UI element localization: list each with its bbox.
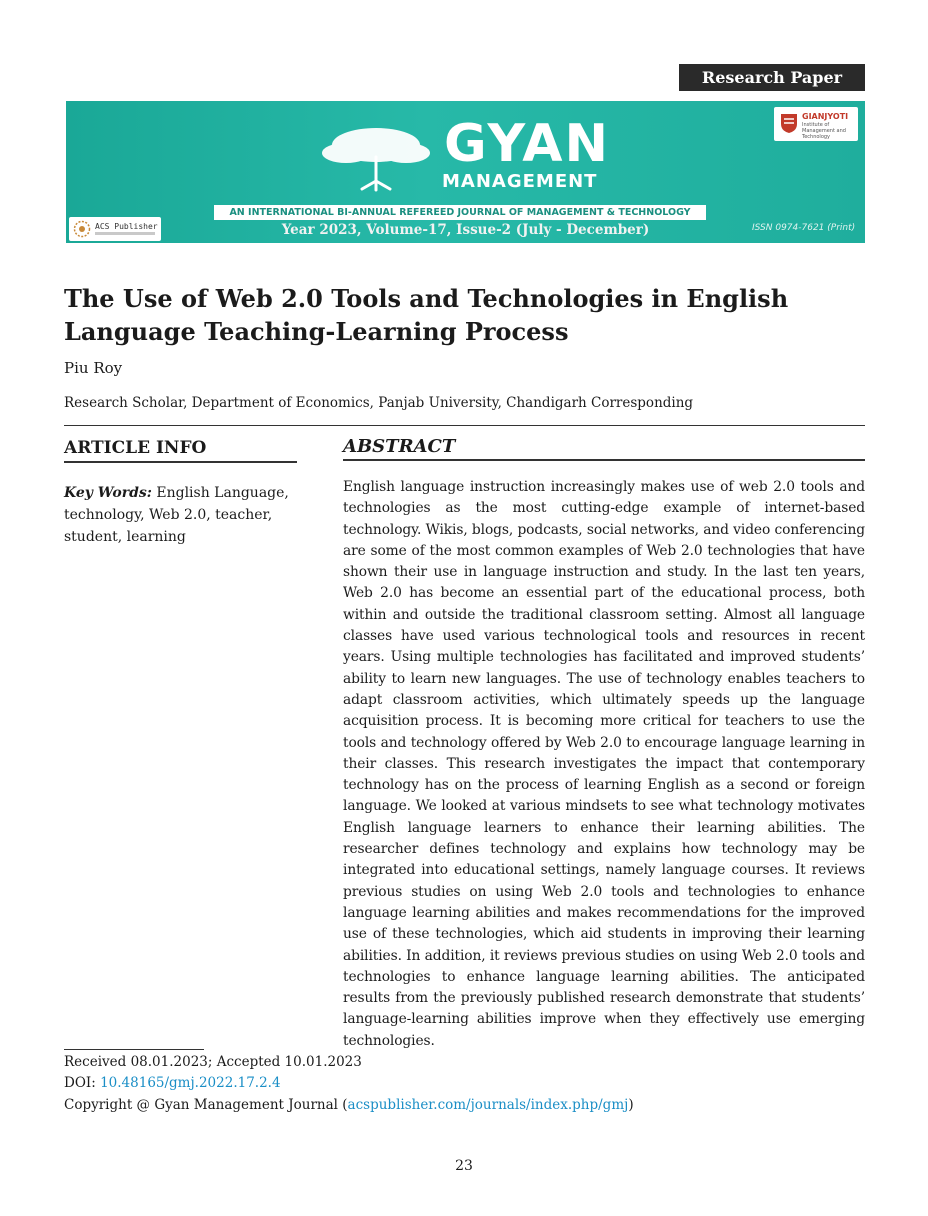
author-affiliation: Research Scholar, Department of Economics, Panjab University, Chandigarh Corresponding (64, 395, 694, 411)
doi-line (64, 1073, 281, 1093)
keywords-text: English Language, technology, Web 2.0, teacher, student, learning (64, 485, 289, 545)
abstract-heading: ABSTRACT (343, 436, 865, 461)
journal-name: GYAN (444, 114, 610, 174)
publisher-logo-text: Institute of Management and Technology (802, 122, 846, 140)
journal-link[interactable]: acspublisher.com/journals/index.php/gmj (347, 1097, 629, 1113)
tree-logo-icon (316, 123, 436, 193)
received-dates: Received 08.01.2023; Accepted 10.01.2023 (64, 1054, 362, 1070)
publisher-logo-name: GIANJYOTI (802, 112, 849, 121)
copyright-line (64, 1095, 634, 1115)
acs-logo (69, 217, 161, 241)
journal-tagline: AN INTERNATIONAL BI-ANNUAL REFEREED JOURNAL OF MANAGEMENT & TECHNOLOGY (214, 205, 706, 220)
publisher-emblem-icon (779, 112, 799, 134)
journal-banner (66, 101, 865, 243)
footnote-divider (64, 1049, 204, 1050)
article-info-heading: ARTICLE INFO (64, 438, 297, 463)
journal-subtitle: MANAGEMENT (442, 171, 598, 192)
keywords (64, 482, 289, 548)
acs-logo-underline (95, 232, 155, 235)
issue-info: Year 2023, Volume-17, Issue-2 (July - December) (281, 222, 650, 238)
publisher-logo (774, 107, 858, 141)
author-name: Piu Roy (64, 359, 123, 377)
divider (64, 425, 865, 426)
article-title: The Use of Web 2.0 Tools and Technologies in English Language Teaching-Learning Process (64, 284, 789, 346)
acs-logo-name: ACS Publisher (95, 222, 158, 231)
copyright-suffix: ) (628, 1097, 634, 1113)
acs-seal-icon (73, 220, 91, 238)
copyright-prefix: Copyright @ Gyan Management Journal ( (64, 1097, 348, 1113)
keywords-label: Key Words: (64, 485, 152, 501)
issn: ISSN 0974-7621 (Print) (752, 223, 856, 233)
page-number: 23 (455, 1158, 473, 1174)
doi-link[interactable]: 10.48165/gmj.2022.17.2.4 (100, 1075, 281, 1091)
doi-label: DOI: (64, 1075, 96, 1091)
abstract-text: English language instruction increasingly makes use of web 2.0 tools and technologies as the most cutting-edge example of internet-based technology. Wikis, blogs, podcasts, social networks, and video conferencing are some of the most common examples of Web 2.0 technologies that have shown their use in language instruction and study. In the last ten years, Web 2.0 has become an essential part of the educational process, both within and outside the traditional classroom setting. Almost all language classes have used various technological tools and resources in recent years. Using multiple technologies has facilitated and improved students’ ability to learn new languages. The use of technology enables teachers to adapt classroom activities, which ultimately speeds up the language acquisition process. It is becoming more critical for teachers to use the tools and technology offered by Web 2.0 to encourage language learning in their classes. This research investigates the impact that contemporary technology has on the process of learning English as a second or foreign language. We looked at various mindsets to see what technology motivates English language learners to enhance their learning abilities. The researcher defines technology and explains how technology may be integrated into educational settings, namely language courses. It reviews previous studies on using Web 2.0 tools and technologies to enhance language learning abilities and makes recommendations for the improved use of these technologies, which aid students in improving their learning abilities. In addition, it reviews previous studies on using Web 2.0 tools and technologies to enhance language learning abilities. The anticipated results from the previously published research demonstrate that students’ language-learning abilities improve when they effectively use emerging technologies. (343, 479, 865, 1049)
article-type-tag: Research Paper (679, 64, 865, 91)
